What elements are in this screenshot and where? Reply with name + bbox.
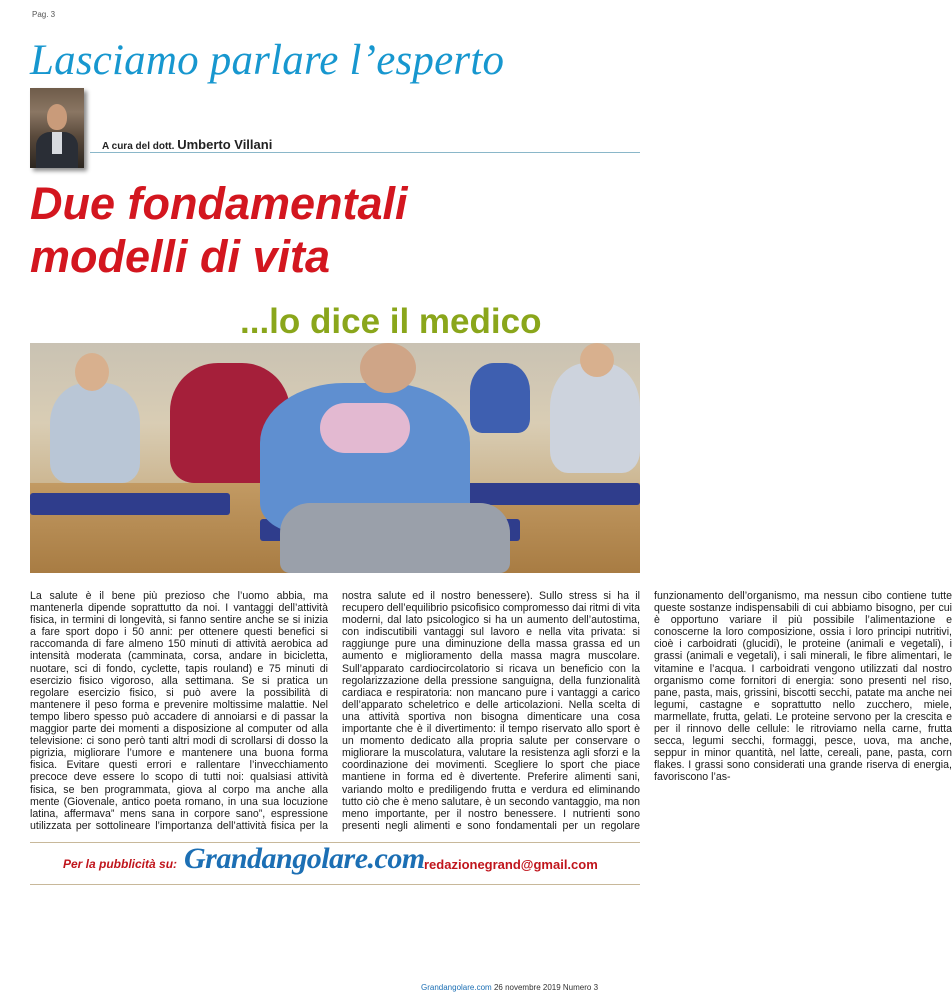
headline-line-1: Due fondamentali (30, 178, 408, 229)
byline-rule (90, 152, 640, 153)
photo-sweater (320, 403, 410, 453)
footer (421, 983, 598, 992)
photo-person-legs (280, 503, 510, 573)
photo-mat (30, 493, 230, 515)
byline (102, 137, 272, 152)
photo-mat (450, 483, 640, 505)
footer-site[interactable]: Grandangolare.com (421, 983, 492, 992)
series-title: Lasciamo parlare l’esperto (30, 37, 505, 84)
photo-person-head (360, 343, 416, 393)
ad-label: Per la pubblicità su: (63, 857, 178, 871)
article-body: La salute è il bene più prezioso che l’uomo abbia, ma mantenerla dipende soprattutto da noi. I vantaggi dell’attività fisica, in termini di longevità, si fanno sentire anche se si inizia a fare sport dopo i 50 anni: per ottenere questi benefici si raccomanda di fare almeno 150 minuti di attività aerobica ad intensità moderata (camminata, corsa, andare in bicicletta, nuotare, sci di fondo, cyclette, tapis rouland) e 75 minuti di esercizio fisico vigoroso, alla settimana. Se si pratica un regolare esercizio fisico, si può avere la possibilità di mantenere il peso forma e prevenire moltissime malattie. Nel tempo libero spesso può accadere di annoiarsi e di passar la maggior parte dei momenti a disposizione al computer od alla televisione: ci sono però tanti altri modi di scrollarsi di dosso la pigrizia, migliorare l’umore e mantenere una buona forma fisica. Evitare questi errori e rallentare l’invecchiamento precoce deve essere lo scopo di tutti noi: qualsiasi attività fisica, se ben programmata, giova al corpo ma anche alla mente (Giovenale, antico poeta romano, in una sua locuzione latina, affermava” mens sana in corpore sano”, espressione utilizzata per sottolineare l’importanza dell’attività fisica per la nostra salute ed il nostro benessere). Sullo stress si ha il recupero dell’equilibrio psicofisico compromesso dai ritmi di vita moderni, dal lato psicologico si ha un aumento dell’autostima, con indiscutibili vantaggi sul lavoro e nella vita privata: si raggiunge pure una diminuzione della massa grassa ed un aumento e miglioramento della massa magra muscolare. Sull’apparato cardiocircolatorio si ricava un beneficio con la regolarizzazione della pressione sanguigna, della funzionalità cardiaca e respiratoria: non mancano pure i vantaggi a carico dell’apparato scheletrico e delle articolazioni. Nella scelta di una attività sportiva non bisogna dimenticare una cosa importante che è il divertimento: il tempo riservato allo sport è un momento dedicato alla propria salute per conservare o migliorare la muscolatura, valutare la resistenza agli sforzi e la coordinazione dei movimenti. Scegliere lo sport che piace mantiene in forma ed è divertente. Preferire alimenti sani, variando molto e prediligendo frutta e verdura ed eliminando tutto ciò che è meno salutare, è un secondo vantaggio, ma non meno importante, per il nostro benessere. I nutrienti sono presenti negli alimenti e sono fondamentali per un regolare funzionamento dell’organismo, ma nessun cibo contiene tutte queste sostanze indispensabili di cui abbiamo bisogno, per cui è opportuno variare il più possibile l’alimentazione e conoscerne la loro composizione, ossia i loro principi nutritivi, cioè i carboidrati (glucidi), le proteine (animali e vegetali), i grassi (animali e vegetali), i sali minerali, le fibre alimentari, le vitamine e l’acqua. I carboidrati vengono utilizzati dal nostro organismo come fornitori di energia: sono presenti nel riso, pane, pasta, mais, grissini, biscotti secchi, patate ma anche nei legumi, castagne e soprattutto nello zucchero, miele, marmellate, frutta, gelati. Le proteine servono per la crescita e per il rinnovo delle cellule: le ritroviamo nella carne, frutta secca, legumi secchi, formaggi, pesce, uova, ma anche, seppur in minor quantità, nel latte, cereali, pane, pasta, corn flakes. I grassi sono considerati una grande riserva di energia, favoriscono l’as- (30, 590, 952, 832)
headline-line-2: modelli di vita (30, 231, 331, 282)
author-photo-face (47, 104, 67, 130)
photo-person (470, 363, 530, 433)
headline (30, 177, 408, 283)
ad-site-logo[interactable]: Grandangolare.com (184, 842, 425, 875)
ad-bottom-rule (30, 884, 640, 885)
photo-person (550, 363, 640, 473)
footer-issue: Numero 3 (562, 983, 599, 992)
subheadline: ...lo dice il medico (240, 302, 542, 341)
byline-prefix: A cura del dott. (102, 141, 175, 152)
author-photo-shirt (52, 132, 62, 154)
byline-author: Umberto Villani (177, 137, 273, 152)
footer-date: 26 novembre 2019 (493, 983, 561, 992)
article-photo (30, 343, 640, 573)
photo-person (50, 383, 140, 483)
photo-person-head (580, 343, 614, 377)
ad-email[interactable]: redazionegrand@gmail.com (424, 857, 598, 872)
author-photo (30, 88, 84, 168)
page-number: Pag. 3 (32, 10, 56, 19)
photo-person-head (75, 353, 109, 391)
